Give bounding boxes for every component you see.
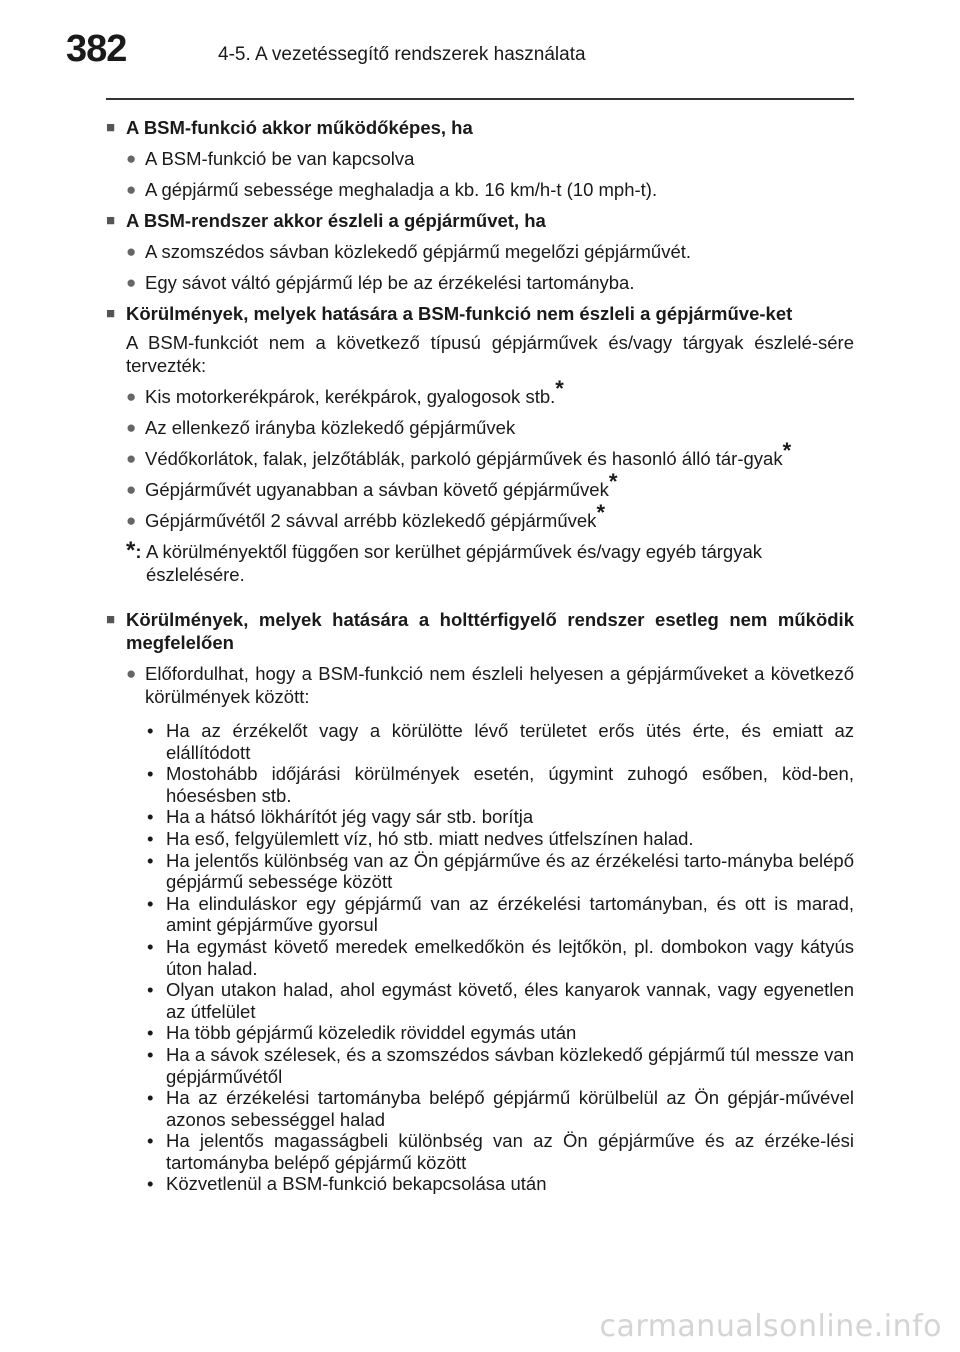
bullet-text: A szomszédos sávban közlekedő gépjármű megelőzi gépjárművét. <box>145 241 692 262</box>
bullet-dot-icon: ● <box>126 242 137 261</box>
list-item <box>146 1173 854 1195</box>
footnote-colon: : <box>135 541 142 562</box>
list-item-text: Ha eső, felgyülemlett víz, hó stb. miatt nedves útfelszínen halad. <box>166 827 694 849</box>
bullet-text-wrap <box>145 499 854 532</box>
sub-bullet: • <box>147 720 154 741</box>
bullet-item <box>126 468 854 501</box>
bullet-text: Gépjárművétől 2 sávval arrébb közlekedő gépjárművek <box>145 510 597 531</box>
sub-list <box>146 720 854 1195</box>
section-heading <box>106 209 854 232</box>
section-heading <box>106 608 854 654</box>
list-item <box>146 720 854 763</box>
heading-text: A BSM-rendszer akkor észleli a gépjárművet, ha <box>126 210 546 231</box>
list-item-text: Ha jelentős különbség van az Ön gépjárműve és az érzékelési tarto-mányba belépő gépjármű sebessége között <box>166 849 854 893</box>
watermark: carmanualsonline.info <box>599 1309 942 1344</box>
bullet-dot-icon: ● <box>126 387 137 406</box>
list-item <box>146 1087 854 1130</box>
list-item-text: Ha a hátsó lökhárítót jég vagy sár stb. borítja <box>166 806 534 828</box>
bullet-text: Az ellenkező irányba közlekedő gépjárművek <box>145 417 516 438</box>
bullet-text: A gépjármű sebessége meghaladja a kb. 16 km/h-t (10 mph-t). <box>145 179 658 200</box>
bullet-dot-icon: ● <box>126 480 137 499</box>
list-item-text: Ha egymást követő meredek emelkedőkön és lejtőkön, pl. dombokon vagy kátyús úton halad. <box>166 935 854 979</box>
footnote-star: * <box>782 437 792 463</box>
footnote-star: * <box>555 375 564 401</box>
list-item <box>146 1022 854 1044</box>
chapter-title: 4-5. A vezetéssegítő rendszerek használata <box>218 44 586 65</box>
bullet-item <box>126 499 854 532</box>
list-item-text: Ha elinduláskor egy gépjármű van az érzékelési tartományban, és ott is marad, amint gépjárműve gyorsul <box>166 892 854 936</box>
sub-bullet: • <box>147 763 154 785</box>
list-item-text: Ha több gépjármű közeledik röviddel egymás után <box>166 1022 577 1044</box>
bullet-dot-icon: ● <box>126 511 137 530</box>
bullet-text-wrap <box>145 375 854 408</box>
section-gap <box>106 586 854 600</box>
bullet-dot-icon: ● <box>126 449 137 468</box>
bullet-item <box>126 416 854 439</box>
heading-square-icon: ■ <box>106 119 116 136</box>
list-item-text: Közvetlenül a BSM-funkció bekapcsolása után <box>166 1173 547 1195</box>
sub-bullet: • <box>147 827 154 849</box>
heading-text: Körülmények, melyek hatására a holttérfigyelő rendszer esetleg nem működik megfelelően <box>126 609 854 653</box>
heading-square-icon: ■ <box>106 305 116 322</box>
list-item <box>146 936 854 979</box>
bullet-text-wrap <box>145 468 854 501</box>
list-item <box>146 850 854 893</box>
sub-bullet: • <box>147 1043 154 1065</box>
bullet-text-wrap <box>145 437 854 470</box>
bullet-text: Kis motorkerékpárok, kerékpárok, gyalogosok stb. <box>145 386 556 407</box>
footnote-marker <box>126 537 146 586</box>
list-item-text: Ha jelentős magasságbeli különbség van az Ön gépjárműve és az érzéke-lési tartományba belépő gépjármű között <box>166 1130 854 1173</box>
bullet-text: Előfordulhat, hogy a BSM-funkció nem észleli helyesen a gépjárműveket a következő körülmények között: <box>145 663 854 707</box>
list-item <box>146 828 854 850</box>
bullet-item <box>126 662 854 708</box>
page-number: 382 <box>66 28 127 70</box>
sub-bullet: • <box>147 1022 154 1044</box>
bullet-dot-icon: ● <box>126 180 137 199</box>
heading-text: Körülmények, melyek hatására a BSM-funkció nem észleli a gépjárműve-ket <box>126 303 793 324</box>
heading-text: A BSM-funkció akkor működőképes, ha <box>126 117 473 138</box>
footnote-star: * <box>596 499 605 525</box>
list-item-text: Olyan utakon halad, ahol egymást követő, éles kanyarok vannak, vagy egyenetlen az útfelület <box>166 979 854 1022</box>
list-item-text: Mostohább időjárási körülmények esetén, úgymint zuhogó esőben, köd-ben, hóesésben stb. <box>166 763 854 806</box>
sub-bullet: • <box>147 979 154 1001</box>
bullet-text: Gépjárművét ugyanabban a sávban követő gépjárművek <box>145 479 609 500</box>
sub-bullet: • <box>147 849 154 871</box>
heading-square-icon: ■ <box>106 212 116 229</box>
section-heading <box>106 302 854 325</box>
heading-square-icon: ■ <box>106 611 116 628</box>
list-item <box>146 1044 854 1087</box>
sub-bullet: • <box>147 1173 154 1195</box>
list-item-text: Ha a sávok szélesek, és a szomszédos sávban közlekedő gépjármű túl messze van gépjárművétől <box>166 1043 854 1087</box>
footnote <box>126 537 854 586</box>
footnote-star: * <box>126 537 136 564</box>
bullet-dot-icon: ● <box>126 664 137 683</box>
list-item <box>146 979 854 1022</box>
bullet-text: A BSM-funkció be van kapcsolva <box>145 148 415 169</box>
sub-bullet: • <box>147 1087 154 1109</box>
bullet-dot-icon: ● <box>126 149 137 168</box>
list-item <box>146 806 854 828</box>
section-intro: A BSM-funkciót nem a következő típusú gépjárművek és/vagy tárgyak észlelé-sére tervezték: <box>126 332 854 376</box>
bullet-item <box>126 240 854 263</box>
bullet-item <box>126 271 854 294</box>
sub-bullet: • <box>147 806 154 828</box>
section-heading <box>106 116 854 139</box>
bullet-dot-icon: ● <box>126 273 137 292</box>
list-item-text: Ha az érzékelési tartományba belépő gépjármű körülbelül az Ön gépjár-művével azonos sebességgel halad <box>166 1087 854 1130</box>
footnote-star: * <box>608 468 618 494</box>
bullet-item <box>126 437 854 470</box>
header-divider <box>106 98 854 100</box>
bullet-text: Védőkorlátok, falak, jelzőtáblák, parkoló gépjárművek és hasonló álló tár-gyak <box>145 448 783 469</box>
bullet-item <box>126 375 854 408</box>
list-item <box>146 1130 854 1173</box>
list-item <box>146 763 854 806</box>
footnote-text: A körülményektől függően sor kerülhet gépjárművek és/vagy egyéb tárgyak észlelésére. <box>146 541 762 585</box>
bullet-item <box>126 178 854 201</box>
bullet-dot-icon: ● <box>126 418 137 437</box>
bullet-text: Egy sávot váltó gépjármű lép be az érzékelési tartományba. <box>145 272 635 293</box>
list-item <box>146 893 854 936</box>
sub-bullet: • <box>147 935 154 957</box>
page-content <box>106 108 854 1195</box>
list-item-text: Ha az érzékelőt vagy a körülötte lévő területet erős ütés érte, és emiatt az elállítódott <box>166 720 854 763</box>
bullet-item <box>126 147 854 170</box>
sub-bullet: • <box>147 1130 154 1152</box>
page-header <box>0 0 960 100</box>
sub-bullet: • <box>147 892 154 914</box>
